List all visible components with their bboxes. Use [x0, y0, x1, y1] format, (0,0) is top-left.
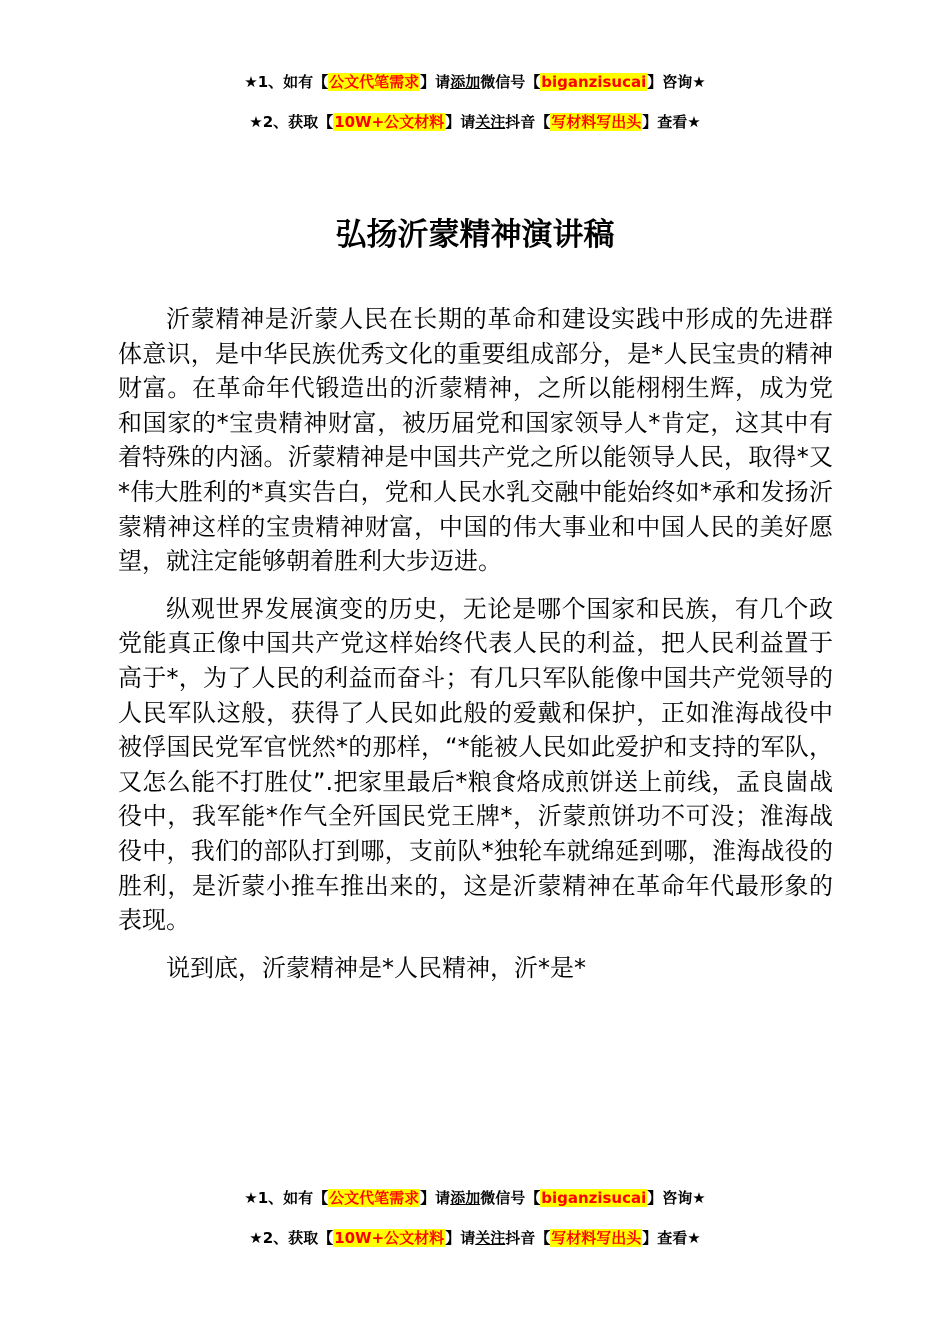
promo-text: 】请 — [420, 1189, 451, 1207]
promo-text: 抖音【 — [505, 1229, 551, 1247]
promo-text: 微信号【 — [480, 73, 541, 91]
promo-banner-bottom-line-1 — [0, 1187, 950, 1209]
body-paragraph: 沂蒙精神是沂蒙人民在长期的革命和建设实践中形成的先进群体意识，是中华民族优秀文化的重要组成部分，是*人民宝贵的精神财富。在革命年代锻造出的沂蒙精神，之所以能栩栩生辉，成为党和国家的*宝贵精神财富，被历届党和国家领导人*肯定，这其中有着特殊的内涵。沂蒙精神是中国共产党之所以能领导人民，取得*又*伟大胜利的*真实告白，党和人民水乳交融中能始终如*承和发扬沂蒙精神这样的宝贵精神财富，中国的伟大事业和中国人民的美好愿望，就注定能够朝着胜利大步迈进。 — [118, 305, 833, 576]
promo-banner-top-line-2 — [0, 111, 950, 133]
document-body — [118, 302, 833, 998]
body-paragraph: 说到底，沂蒙精神是*人民精神，沂*是* — [166, 953, 586, 982]
promo-prefix: ★2、获取【 — [249, 113, 334, 131]
promo-underlined-text: 添加 — [450, 73, 481, 91]
promo-highlight-service: 公文代笔需求 — [329, 1189, 420, 1207]
promo-highlight-service: 公文代笔需求 — [329, 73, 420, 91]
promo-text: 微信号【 — [480, 1189, 541, 1207]
promo-prefix: ★1、如有【 — [244, 1189, 329, 1207]
promo-underlined-text: 关注 — [475, 1229, 506, 1247]
promo-text: 抖音【 — [505, 113, 551, 131]
promo-underlined-text: 关注 — [475, 113, 506, 131]
promo-banner-top-line-1 — [0, 71, 950, 93]
promo-suffix: 】查看★ — [642, 113, 701, 131]
promo-suffix: 】查看★ — [642, 1229, 701, 1247]
promo-underlined-text: 添加 — [450, 1189, 481, 1207]
promo-suffix: 】咨询★ — [647, 1189, 706, 1207]
promo-highlight-materials: 10W+公文材料 — [334, 113, 445, 131]
promo-text: 】请 — [445, 1229, 476, 1247]
promo-highlight-wechat-id: biganzisucai — [541, 73, 647, 91]
document-title: 弘扬沂蒙精神演讲稿 — [335, 217, 615, 253]
promo-prefix: ★2、获取【 — [249, 1229, 334, 1247]
body-paragraph: 纵观世界发展演变的历史，无论是哪个国家和民族，有几个政党能真正像中国共产党这样始终代表人民的利益，把人民利益置于高于*，为了人民的利益而奋斗；有几只军队能像中国共产党领导的人民军队这般，获得了人民如此般的爱戴和保护，正如淮海战役中被俘国民党军官恍然*的那样，“*能被人民如此爱护和支持的军队，又怎么能不打胜仗”.把家里最后*粮食烙成煎饼送上前线，孟良崮战役中，我军能*作气全歼国民党王牌*，沂蒙煎饼功不可没；淮海战役中，我们的部队打到哪，支前队*独轮车就绵延到哪，淮海战役的胜利，是沂蒙小推车推出来的，这是沂蒙精神在革命年代最形象的表现。 — [118, 594, 833, 935]
promo-highlight-wechat-id: biganzisucai — [541, 1189, 647, 1207]
promo-highlight-materials: 10W+公文材料 — [334, 1229, 445, 1247]
promo-highlight-douyin-account: 写材料写出头 — [551, 1229, 642, 1247]
promo-text: 】请 — [420, 73, 451, 91]
promo-prefix: ★1、如有【 — [244, 73, 329, 91]
promo-suffix: 】咨询★ — [647, 73, 706, 91]
promo-banner-bottom-line-2 — [0, 1227, 950, 1249]
promo-text: 】请 — [445, 113, 476, 131]
promo-highlight-douyin-account: 写材料写出头 — [551, 113, 642, 131]
